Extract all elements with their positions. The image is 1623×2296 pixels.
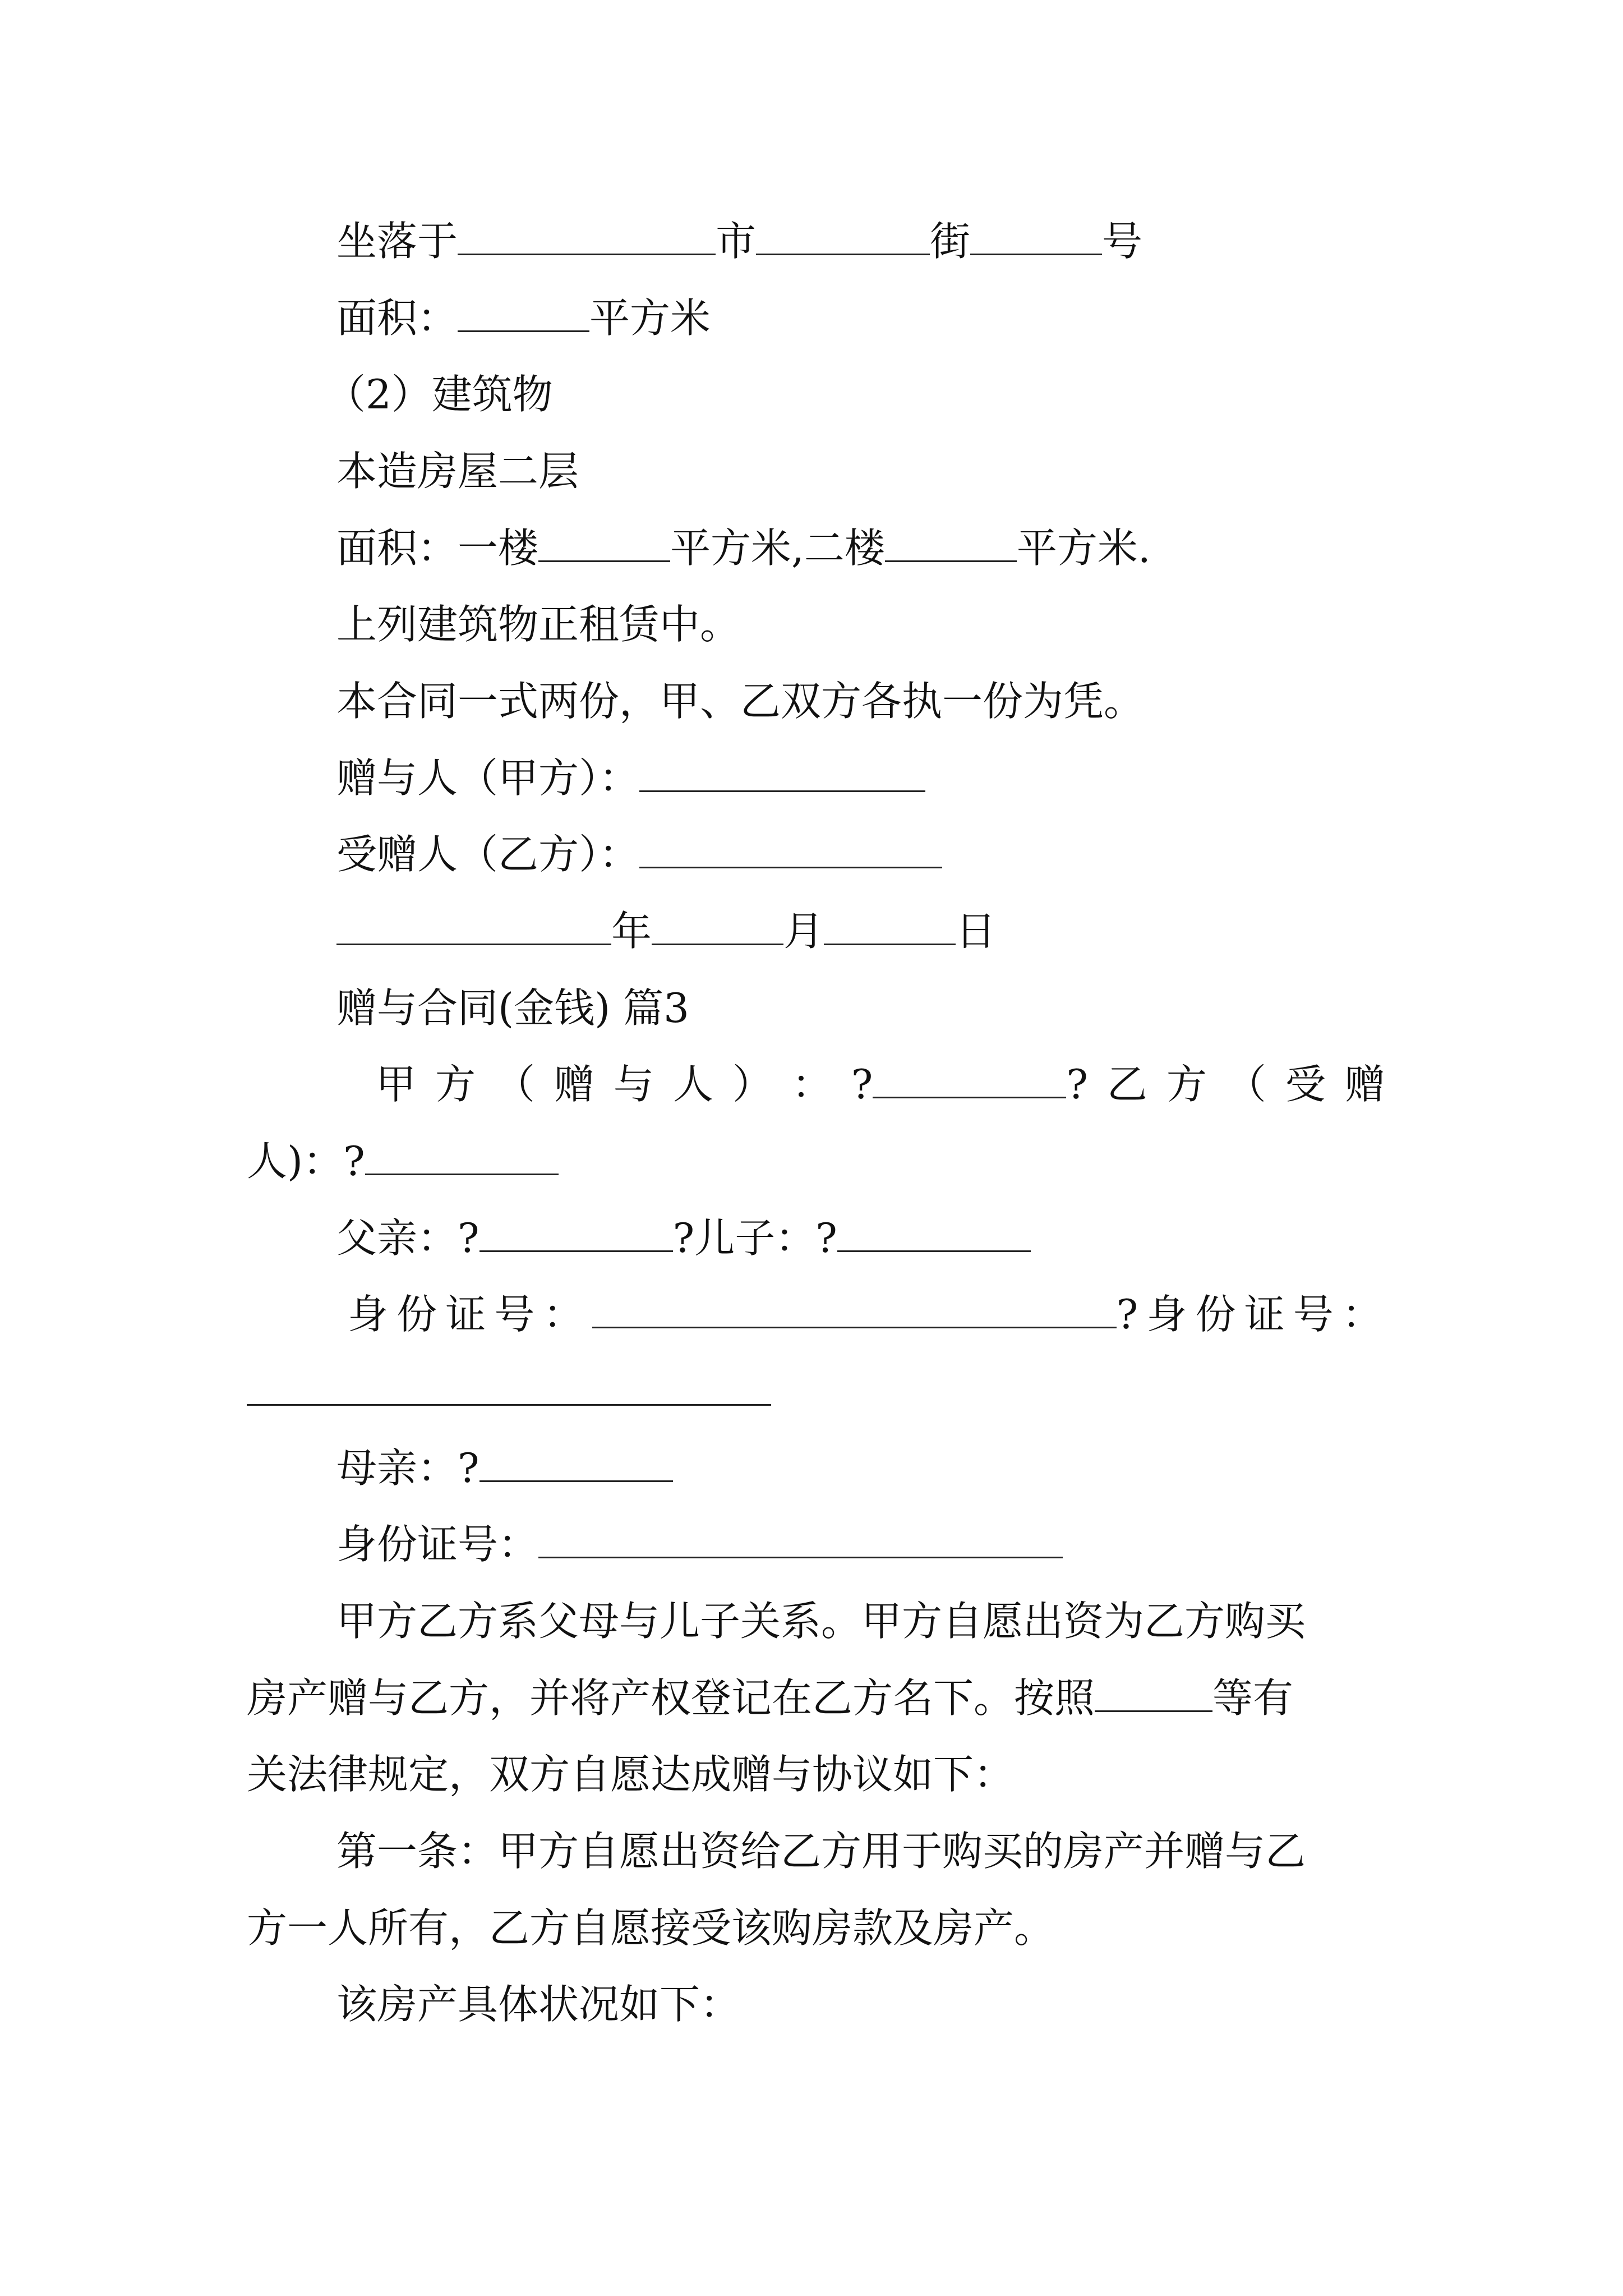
floor2-blank[interactable]	[885, 522, 1017, 562]
date-line	[0, 900, 1623, 962]
floor2-label: 平方米,二楼	[670, 524, 885, 572]
donee-name-blank[interactable]	[365, 1135, 559, 1175]
party-char: ）	[732, 1061, 773, 1108]
id-char: 身	[348, 1291, 389, 1338]
father-id-blank[interactable]	[592, 1289, 1117, 1328]
relationship-para-line3: 关法律规定，双方自愿达成赠与协议如下：	[247, 1751, 1015, 1798]
party-char: （	[494, 1061, 535, 1108]
id-char: 证	[1244, 1291, 1285, 1338]
relationship-para-line1: 甲方乙方系父母与儿子关系。甲方自愿出资为乙方购买	[336, 1598, 1306, 1645]
donee-label: 受赠人（乙方）：	[336, 831, 640, 878]
party-char: ?	[851, 1061, 873, 1108]
para-text: 等有	[1212, 1674, 1294, 1722]
party-char: 赠	[1344, 1061, 1385, 1108]
donee-line	[0, 823, 1623, 885]
area-unit: 平方米	[589, 295, 711, 342]
floor-area-line	[0, 517, 1623, 579]
id-char: 份	[1195, 1291, 1236, 1338]
donee-blank[interactable]	[639, 829, 942, 868]
floor1-label: 面积：一楼	[336, 524, 539, 572]
donor-label: 赠与人（甲方）：	[336, 754, 640, 802]
party-char: 方	[1166, 1061, 1207, 1108]
son-label: ?儿子：?	[672, 1214, 837, 1262]
relationship-para-line2	[0, 1667, 1623, 1729]
law-blank[interactable]	[1095, 1672, 1212, 1712]
month-blank[interactable]	[652, 905, 783, 945]
party-char: 与	[613, 1061, 654, 1108]
month-label: 月	[783, 908, 824, 955]
id-char: 号	[1293, 1291, 1334, 1338]
city-label: 市	[716, 218, 757, 265]
party-char: （	[1225, 1061, 1266, 1108]
party-char: ：	[791, 1061, 832, 1108]
article1-line2: 方一人所有，乙方自愿接受该购房款及房产。	[247, 1904, 1055, 1952]
day-blank[interactable]	[824, 905, 956, 945]
id-char: ：	[543, 1291, 584, 1338]
mother-line	[0, 1437, 1623, 1499]
number-label: 号	[1102, 218, 1143, 265]
donee-name-line	[0, 1130, 1623, 1192]
id-char: 份	[396, 1291, 437, 1338]
lease-note: 上列建筑物正租赁中。	[336, 601, 741, 648]
location-label: 坐落于	[336, 218, 458, 265]
year-label: 年	[611, 908, 652, 955]
section-title: 赠与合同(金钱) 篇3	[336, 984, 689, 1032]
street-blank[interactable]	[756, 215, 930, 255]
area-line	[0, 287, 1623, 349]
id-char: ：	[1341, 1291, 1382, 1338]
area-blank[interactable]	[458, 292, 589, 332]
mother-id-blank[interactable]	[538, 1519, 1063, 1558]
city-blank[interactable]	[458, 215, 716, 255]
mother-blank[interactable]	[479, 1442, 673, 1482]
party-char: 人	[672, 1061, 713, 1108]
mother-id-label: 身份证号：	[336, 1521, 539, 1568]
donor-line	[0, 747, 1623, 809]
property-status-heading: 该房产具体状况如下：	[336, 1981, 741, 2028]
copies-note: 本合同一式两份，甲、乙双方各执一份为凭。	[336, 678, 1145, 725]
party-char: 方	[435, 1061, 476, 1108]
parties-line	[376, 1053, 1385, 1115]
day-label: 日	[956, 908, 997, 955]
father-label: 父亲：?	[336, 1214, 479, 1262]
son-blank[interactable]	[837, 1212, 1031, 1252]
id-numbers-line	[348, 1283, 1382, 1345]
father-blank[interactable]	[479, 1212, 673, 1252]
donee-name-label: 人)：?	[247, 1138, 365, 1185]
id-char: 身	[1146, 1291, 1187, 1338]
building-heading: （2）建筑物	[325, 371, 553, 418]
para-text: 房产赠与乙方，并将产权登记在乙方名下。按照	[247, 1674, 1095, 1722]
location-line	[0, 210, 1623, 272]
area-label: 面积：	[336, 295, 458, 342]
party-char: 受	[1285, 1061, 1326, 1108]
street-label: 街	[930, 218, 971, 265]
party-char: 赠	[554, 1061, 594, 1108]
party-char: 乙	[1106, 1061, 1147, 1108]
floor1-blank[interactable]	[538, 522, 670, 562]
donor-name-blank[interactable]	[873, 1059, 1066, 1098]
father-son-line	[0, 1207, 1623, 1269]
id-char: 证	[445, 1291, 486, 1338]
building-desc: 本造房屋二层	[336, 448, 579, 495]
mother-id-line	[0, 1513, 1623, 1575]
id-char: ?	[1116, 1291, 1138, 1338]
article1-line1: 第一条：甲方自愿出资给乙方用于购买的房产并赠与乙	[336, 1828, 1306, 1875]
id-char: 号	[494, 1291, 535, 1338]
mother-label: 母亲：?	[336, 1444, 479, 1492]
son-id-blank[interactable]	[247, 1404, 771, 1406]
number-blank[interactable]	[970, 215, 1102, 255]
party-char: 甲	[376, 1061, 417, 1108]
floor2-unit: 平方米.	[1016, 524, 1151, 572]
party-char: ?	[1066, 1061, 1088, 1108]
year-blank[interactable]	[336, 905, 611, 945]
donor-blank[interactable]	[639, 752, 925, 792]
